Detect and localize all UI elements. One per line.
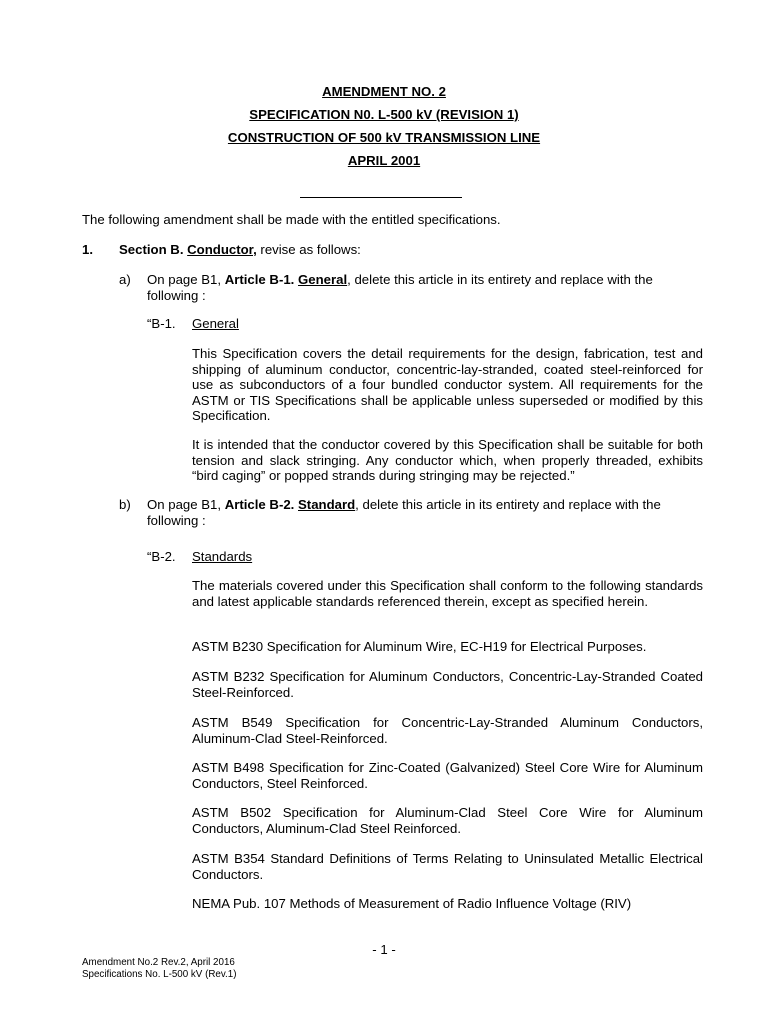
standard-item: ASTM B502 Specification for Aluminum-Clad Steel Core Wire for Aluminum Conductors, Aluminum-Clad Steel Reinforced. (192, 805, 703, 836)
standard-item: ASTM B498 Specification for Zinc-Coated (Galvanized) Steel Core Wire for Aluminum Conductors, Steel Reinforced. (192, 760, 703, 791)
item-a-text (147, 272, 703, 303)
title-divider (300, 197, 462, 198)
page-number: - 1 - (372, 942, 396, 957)
b2-heading-title: Standards (192, 549, 253, 564)
section-title: Conductor, (187, 242, 257, 257)
b1-heading-title: General (192, 316, 239, 331)
item-b-article-title: Standard (298, 497, 356, 512)
b2-paragraph-1: The materials covered under this Specification shall conform to the following standards and latest applicable standards referenced therein, except as specified herein. (192, 578, 703, 609)
item-a-prefix: On page B1, (147, 272, 225, 287)
standard-item: ASTM B232 Specification for Aluminum Conductors, Concentric-Lay-Stranded Coated Steel-Reinforced. (192, 669, 703, 700)
section-number: 1. (82, 242, 93, 257)
standard-item: ASTM B354 Standard Definitions of Terms Relating to Uninsulated Metallic Electrical Conductors. (192, 851, 703, 882)
b1-paragraph-1: This Specification covers the detail requirements for the design, fabrication, test and shipping of aluminum conductor, concentric-lay-stranded, coated steel-reinforced for use as subconductors of a four bundled conductor system. All requirements for the ASTM or TIS Specifications shall be applicable unless superseded or modified by this Specification. (192, 346, 703, 423)
section-heading (119, 242, 361, 258)
item-b-prefix: On page B1, (147, 497, 225, 512)
section-label: Section B. (119, 242, 184, 257)
b2-heading-number: “B-2. (147, 549, 176, 564)
construction-title: CONSTRUCTION OF 500 kV TRANSMISSION LINE (227, 130, 541, 145)
date-title: APRIL 2001 (347, 153, 421, 168)
standard-item: NEMA Pub. 107 Methods of Measurement of Radio Influence Voltage (RIV) (192, 896, 632, 911)
section-action: revise as follows: (256, 242, 361, 257)
item-b-text (147, 497, 703, 528)
item-a-article-title: General (298, 272, 348, 287)
b1-paragraph-2: It is intended that the conductor covered by this Specification shall be suitable for both tension and slack stringing. Any conductor which, when properly threaded, exhibits “bird caging” or popped strands during stringing may be rejected.” (192, 437, 703, 483)
footer-line-1: Amendment No.2 Rev.2, April 2016 (82, 957, 235, 968)
standard-item: ASTM B549 Specification for Concentric-Lay-Stranded Aluminum Conductors, Aluminum-Clad Steel-Reinforced. (192, 715, 703, 746)
amendment-title: AMENDMENT NO. 2 (322, 84, 446, 99)
item-b-article: Article B-2. (224, 497, 295, 512)
item-b-suffix: , delete this article in its entirety and replace with the following : (147, 497, 661, 528)
intro-text: The following amendment shall be made with the entitled specifications. (82, 212, 501, 227)
standard-item: ASTM B230 Specification for Aluminum Wire, EC-H19 for Electrical Purposes. (192, 639, 647, 654)
b1-heading-number: “B-1. (147, 316, 176, 331)
specification-title: SPECIFICATION N0. L-500 kV (REVISION 1) (249, 107, 519, 122)
footer-line-2: Specifications No. L-500 kV (Rev.1) (82, 969, 237, 980)
item-b-marker: b) (119, 497, 131, 512)
item-a-marker: a) (119, 272, 131, 287)
item-a-suffix: , delete this article in its entirety and replace with the following : (147, 272, 653, 303)
item-a-article: Article B-1. (224, 272, 295, 287)
